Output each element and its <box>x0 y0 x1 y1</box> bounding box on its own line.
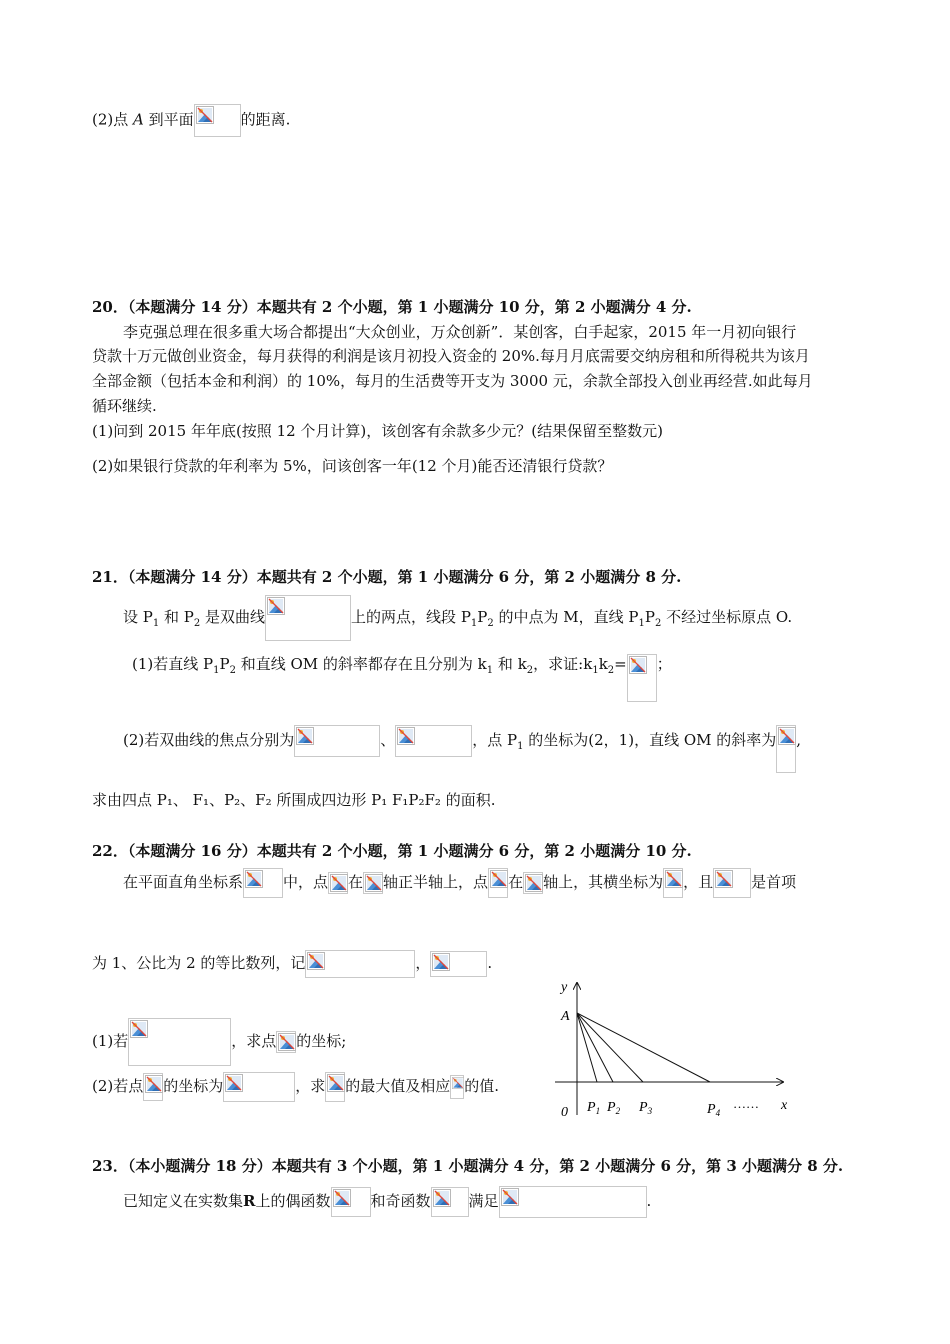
broken-image-icon <box>430 951 487 977</box>
origin-label: 0 <box>561 1105 568 1120</box>
q21-part2: (2)若双曲线的焦点分别为 、 ，点 $P_1$ 的坐标为(2，1)，直线 OM 的斜率为 , <box>123 725 801 773</box>
segment-a-p4 <box>577 1013 710 1082</box>
y-axis-label: y <box>561 980 568 995</box>
q20-part2: (2)如果银行贷款的年利率为 5%，问该创客一年(12 个月)能否还清银行贷款？ <box>92 457 613 475</box>
broken-image-icon <box>395 725 472 757</box>
broken-image-icon <box>713 868 751 898</box>
broken-image-icon <box>276 1031 296 1053</box>
broken-image-icon <box>223 1072 295 1102</box>
broken-image-icon <box>776 725 796 773</box>
broken-image-icon <box>328 872 348 894</box>
q20-body-line1: 李克强总理在很多重大场合都提出“大众创业，万众创新”．某创客，白手起家，2015 年一月初向银行 <box>123 323 797 341</box>
q22-line1: 在平面直角坐标系 中，点 在 轴正半轴上，点 在 轴上，其横坐标为 ，且 是首项 <box>123 868 796 898</box>
point-a-label: A <box>561 1009 570 1024</box>
broken-image-icon <box>265 595 351 641</box>
q20-header: 20．（本题满分 14 分）本题共有 2 个小题，第 1 小题满分 10 分，第 2 小题满分 4 分. <box>92 298 692 316</box>
broken-image-icon <box>450 1075 464 1099</box>
q22-header: 22．（本题满分 16 分）本题共有 2 个小题，第 1 小题满分 6 分，第 2 小题满分 10 分. <box>92 842 692 860</box>
broken-image-icon <box>128 1018 231 1066</box>
q19-part2: (2)点 A 到平面 的距离. <box>92 104 290 137</box>
broken-image-icon <box>294 725 380 757</box>
point-p1-label: $P_1$ <box>587 1100 601 1116</box>
broken-image-icon <box>663 868 683 898</box>
broken-image-icon <box>194 104 241 137</box>
q21-header: 21．（本题满分 14 分）本题共有 2 个小题，第 1 小题满分 6 分，第 2 小题满分 8 分. <box>92 568 682 586</box>
q21-part2-line2: 求由四点 P₁、 F₁、P₂、F₂ 所围成四边形 P₁ F₁P₂F₂ 的面积. <box>92 791 496 809</box>
q23-header: 23．（本小题满分 18 分）本题共有 3 个小题，第 1 小题满分 4 分，第 2 小题满分 6 分，第 3 小题满分 8 分. <box>92 1157 844 1175</box>
point-p3-label: $P_3$ <box>639 1100 653 1116</box>
broken-image-icon <box>488 868 508 898</box>
broken-image-icon <box>499 1186 647 1218</box>
ellipsis-label: …… <box>733 1096 759 1111</box>
broken-image-icon <box>627 654 657 702</box>
q20-part1: (1)问到 2015 年年底(按照 12 个月计算)，该创客有余款多少元？(结果保留至整数元) <box>92 422 663 440</box>
segment-a-p2 <box>577 1013 613 1082</box>
point-p2-label: $P_2$ <box>607 1100 621 1116</box>
broken-image-icon <box>143 1073 163 1101</box>
q21-intro: 设 $P_1$ 和 $P_2$ 是双曲线 上的两点，线段 $P_1P_2$ 的中点为 M，直线 $P_1P_2$ 不经过坐标原点 O. <box>123 595 792 641</box>
broken-image-icon <box>305 950 415 978</box>
broken-image-icon <box>523 872 543 894</box>
q22-line2: 为 1、公比为 2 的等比数列，记 ， . <box>92 950 492 978</box>
point-p4-label: $P_4$ <box>707 1102 721 1118</box>
broken-image-icon <box>363 872 383 894</box>
q20-body-line2: 贷款十万元做创业资金，每月获得的利润是该月初投入资金的 20%.每月月底需要交纳房租和所得税共为该月 <box>92 347 810 365</box>
q20-body-line4: 循环继续. <box>92 397 157 415</box>
coordinate-diagram <box>555 975 795 1120</box>
broken-image-icon <box>243 868 283 898</box>
x-axis-label: x <box>781 1098 788 1113</box>
q23-line1: 已知定义在实数集R上的偶函数 和奇函数 满足 . <box>123 1186 651 1218</box>
q21-part1: (1)若直线 $P_1P_2$ 和直线 OM 的斜率都存在且分别为 $k_1$ 和 $k_2$，求证$:k_1k_2=$ ； <box>132 654 672 702</box>
q22-part1: (1)若 ，求点 的坐标; <box>92 1018 346 1066</box>
broken-image-icon <box>325 1072 345 1102</box>
q20-body-line3: 全部金额（包括本金和利润）的 10%，每月的生活费等开支为 3000 元，余款全部投入创业再经营.如此每月 <box>92 372 813 390</box>
broken-image-icon <box>331 1187 371 1217</box>
q22-part2: (2)若点 的坐标为 ，求 的最大值及相应 的值. <box>92 1072 499 1102</box>
broken-image-icon <box>431 1187 469 1217</box>
